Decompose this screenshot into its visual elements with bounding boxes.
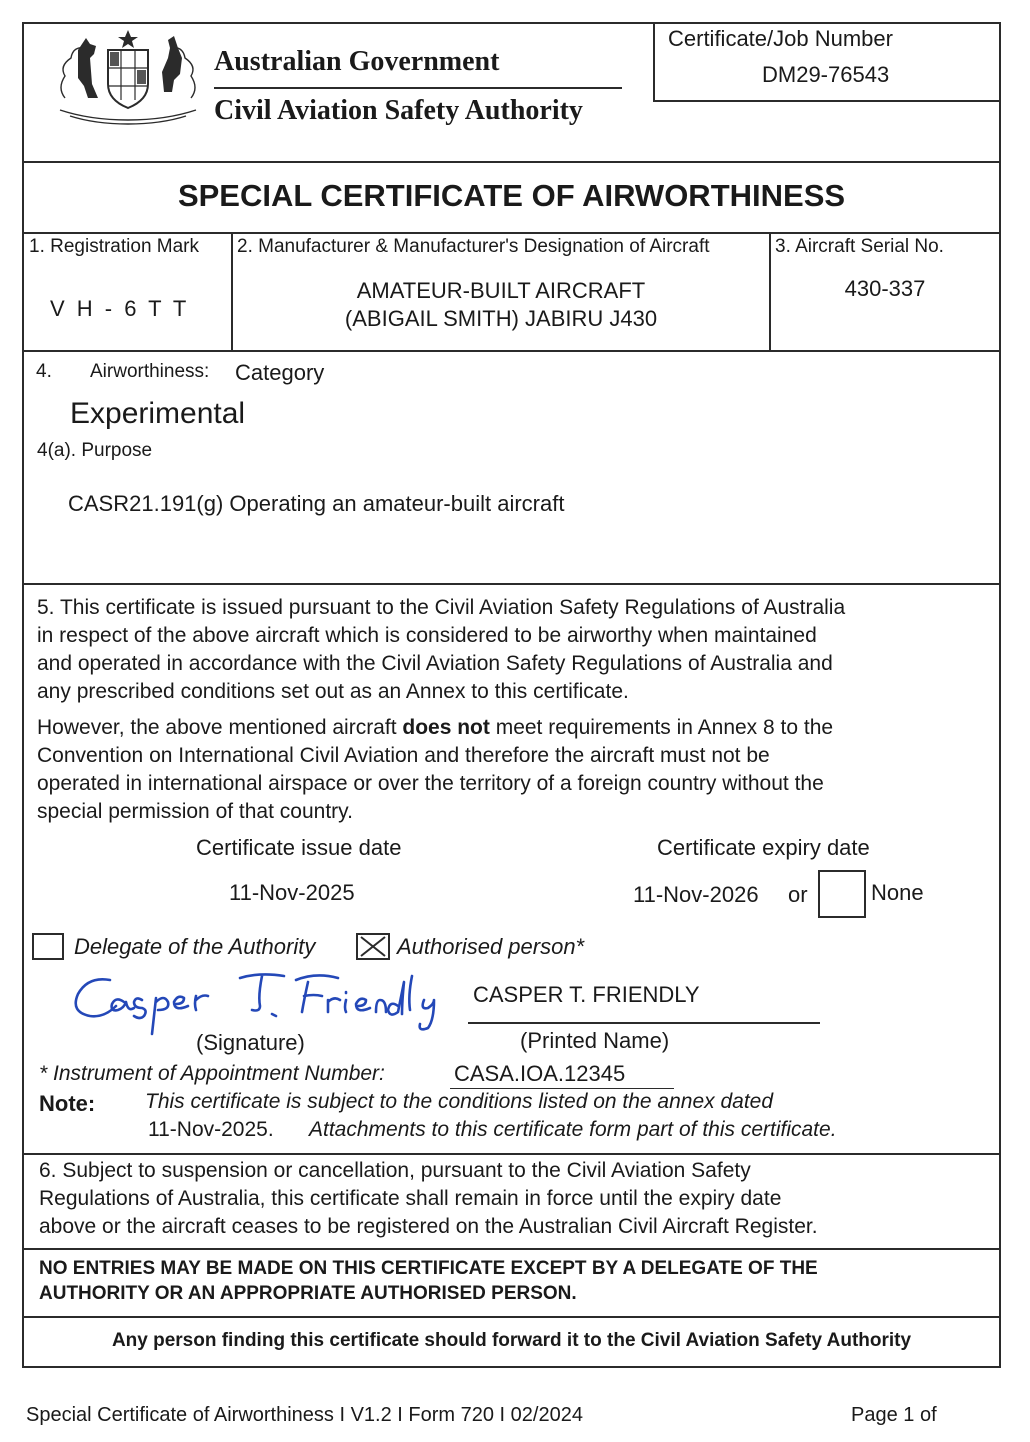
- note-line-1: This certificate is subject to the conditions listed on the annex dated: [145, 1090, 774, 1113]
- none-label: None: [871, 880, 924, 905]
- however-line: special permission of that country.: [37, 800, 353, 823]
- expiry-date-value: 11-Nov-2026: [633, 882, 759, 907]
- header-name-rule: [214, 87, 622, 89]
- rule-notice-bottom: [22, 1316, 1001, 1318]
- frame-bottom: [22, 1366, 1001, 1368]
- however-line: operated in international airspace or over the territory of a foreign country without the: [37, 772, 824, 795]
- purpose-value: CASR21.191(g) Operating an amateur-built aircraft: [68, 491, 565, 516]
- authorised-checkbox[interactable]: [356, 933, 390, 960]
- job-number-value: DM29-76543: [762, 62, 890, 87]
- frame-top: [22, 22, 654, 24]
- expiry-date-label: Certificate expiry date: [657, 835, 870, 860]
- rule-fields-bottom: [22, 350, 1001, 352]
- section-6-line: 6. Subject to suspension or cancellation, pursuant to the Civil Aviation Safety: [39, 1159, 751, 1182]
- rule-section6-bottom: [22, 1248, 1001, 1250]
- section-6-line: above or the aircraft ceases to be registered on the Australian Civil Aircraft Register.: [39, 1215, 818, 1238]
- government-name: Australian Government: [214, 46, 500, 77]
- frame-right: [999, 22, 1001, 1367]
- rule-header-bottom: [22, 161, 1001, 163]
- manufacturer-label: 2. Manufacturer & Manufacturer's Designation of Aircraft: [237, 236, 710, 257]
- category-word: Category: [235, 360, 325, 385]
- category-number: 4.: [36, 361, 52, 382]
- rule-title-bottom: [22, 232, 1001, 234]
- manufacturer-line-1: AMATEUR-BUILT AIRCRAFT: [356, 278, 646, 303]
- rule-section5-bottom: [22, 1153, 1001, 1155]
- however-line: [37, 714, 833, 742]
- section-5-line: and operated in accordance with the Civil Aviation Safety Regulations of Australia and: [37, 652, 833, 675]
- registration-label: 1. Registration Mark: [29, 236, 200, 257]
- job-number-label: Certificate/Job Number: [668, 26, 893, 51]
- coat-of-arms-logo: [50, 28, 206, 132]
- signature-scribble: [72, 966, 444, 1040]
- section-6-line: Regulations of Australia, this certificate shall remain in force until the expiry date: [39, 1187, 782, 1210]
- however-text: However, the above mentioned aircraft: [37, 716, 403, 739]
- however-emphasis: does not: [402, 716, 490, 739]
- printed-name-rule: [468, 1022, 820, 1024]
- registration-value: V H - 6 T T: [50, 296, 190, 321]
- however-text-end: meet requirements in Annex 8 to the: [489, 716, 834, 739]
- issue-date-label: Certificate issue date: [196, 835, 402, 860]
- authorised-label: Authorised person*: [397, 934, 585, 959]
- instrument-rule: [450, 1088, 674, 1089]
- category-value: Experimental: [70, 397, 246, 430]
- category-label: Airworthiness:: [90, 361, 210, 382]
- printed-name-value: CASPER T. FRIENDLY: [473, 982, 700, 1007]
- signature-caption: (Signature): [196, 1030, 305, 1055]
- frame-left: [22, 22, 24, 1367]
- note-label: Note:: [39, 1091, 96, 1116]
- issue-date-value: 11-Nov-2025: [229, 880, 355, 905]
- manufacturer-line-2: (ABIGAIL SMITH) JABIRU J430: [344, 306, 658, 331]
- section-5-paragraph: [37, 594, 845, 706]
- note-line-2: Attachments to this certificate form part of this certificate.: [309, 1118, 837, 1141]
- section-5-line: in respect of the above aircraft which is considered to be airworthy when maintained: [37, 624, 817, 647]
- authority-name: Civil Aviation Safety Authority: [214, 95, 583, 126]
- signature-image: [72, 966, 444, 1040]
- or-label: or: [788, 882, 808, 907]
- finder-notice: Any person finding this certificate should forward it to the Civil Aviation Safety Authority: [111, 1330, 912, 1351]
- restriction-notice-line-1: NO ENTRIES MAY BE MADE ON THIS CERTIFICATE EXCEPT BY A DELEGATE OF THE: [39, 1258, 818, 1279]
- none-checkbox[interactable]: [818, 870, 866, 918]
- delegate-label: Delegate of the Authority: [74, 934, 316, 959]
- section-6-paragraph: [39, 1157, 818, 1241]
- however-line: Convention on International Civil Aviation and therefore the aircraft must not be: [37, 744, 770, 767]
- serial-label: 3. Aircraft Serial No.: [775, 236, 944, 257]
- section-5-line: any prescribed conditions set out as an Annex to this certificate.: [37, 680, 629, 703]
- checkbox-x-icon: [358, 935, 388, 958]
- restriction-notice-line-2: AUTHORITY OR AN APPROPRIATE AUTHORISED PERSON.: [39, 1283, 577, 1304]
- instrument-label: * Instrument of Appointment Number:: [39, 1062, 385, 1085]
- purpose-label: 4(a). Purpose: [37, 440, 153, 461]
- footer-page-number: Page 1 of: [851, 1404, 937, 1426]
- document-title: SPECIAL CERTIFICATE OF AIRWORTHINESS: [177, 178, 846, 213]
- note-date: 11-Nov-2025.: [148, 1118, 274, 1141]
- printed-name-caption: (Printed Name): [520, 1028, 670, 1053]
- however-paragraph: [37, 714, 833, 826]
- section-5-line: 5. This certificate is issued pursuant to the Civil Aviation Safety Regulations of Australia: [37, 596, 846, 619]
- instrument-value: CASA.IOA.12345: [454, 1061, 626, 1086]
- serial-value: 430-337: [844, 276, 926, 301]
- footer-form-info: Special Certificate of Airworthiness I V1.2 I Form 720 I 02/2024: [26, 1404, 583, 1426]
- delegate-checkbox[interactable]: [32, 933, 64, 960]
- rule-section4-bottom: [22, 583, 1001, 585]
- coat-of-arms-icon: [50, 28, 206, 132]
